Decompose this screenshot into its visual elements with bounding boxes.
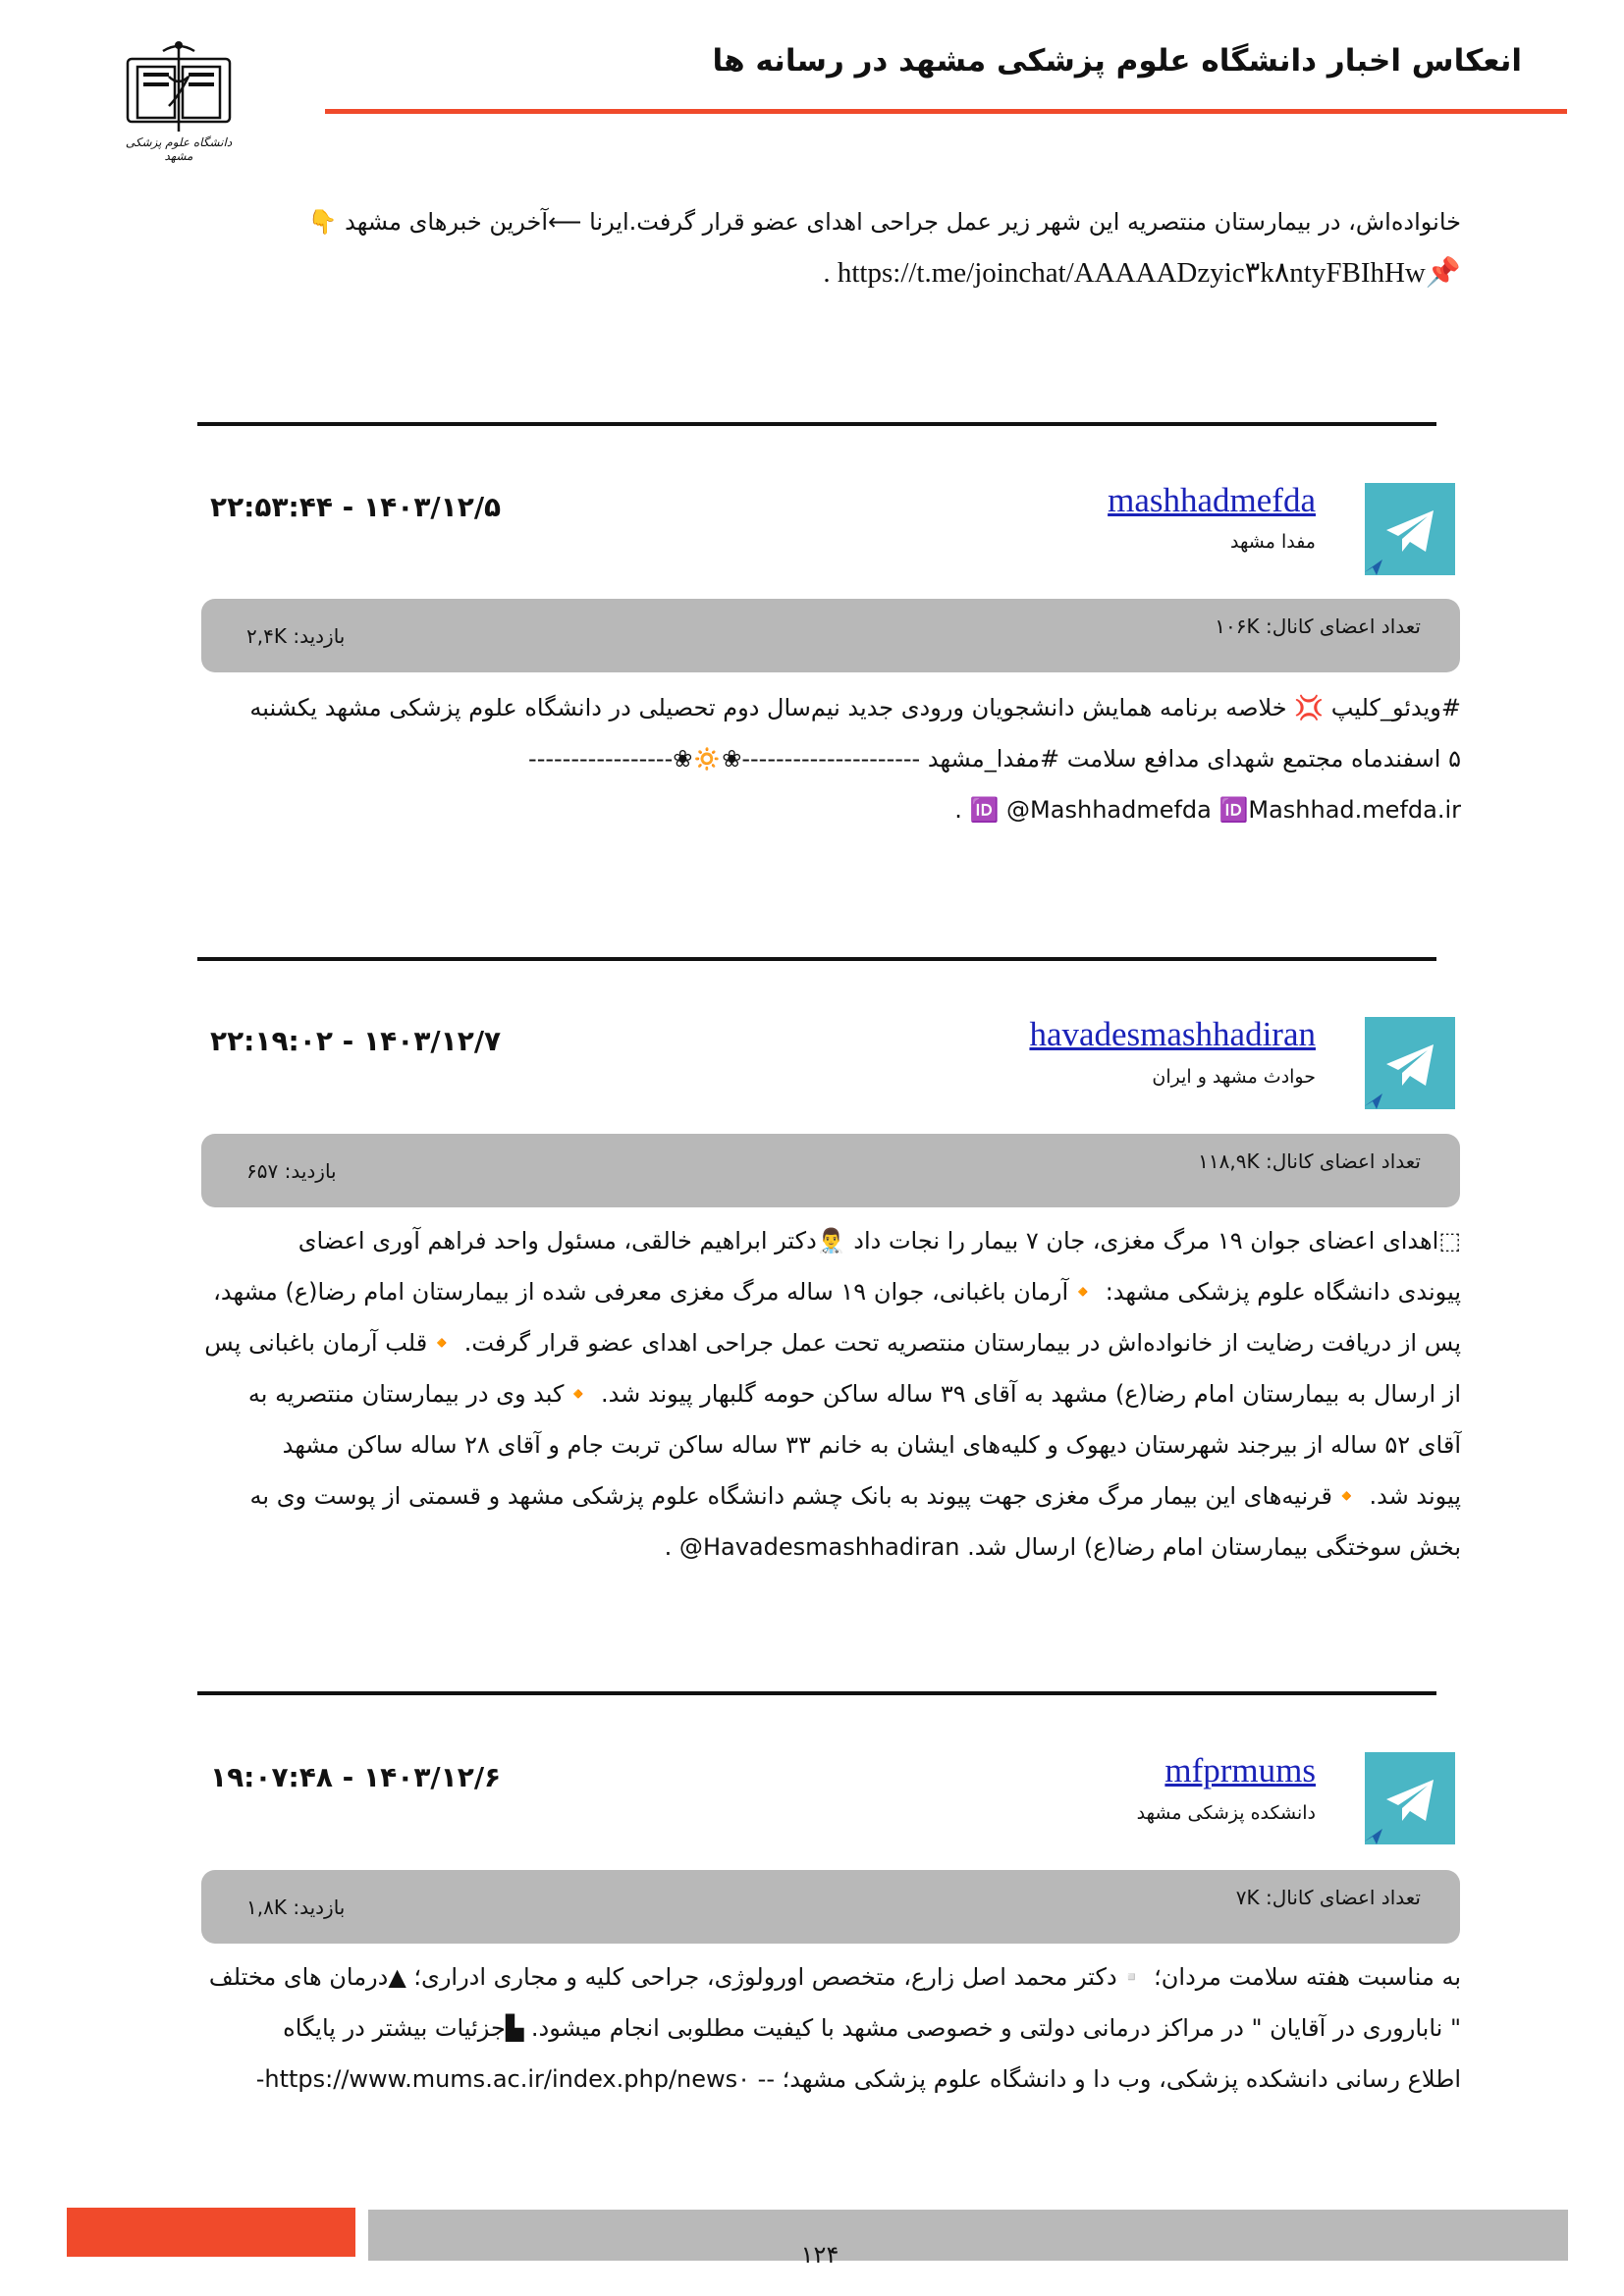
footer-accent-bar <box>67 2208 355 2257</box>
view-count: بازدید: ۶۵۷ <box>246 1159 337 1183</box>
intro-line: خانواده‌اش، در بیمارستان منتصریه این شهر زیر عمل جراحی اهدای عضو قرار گرفت.ایرنا ⟵آخرین خبرهای مشهد 👇 <box>307 208 1461 236</box>
post-line: #ویدئو_کلیپ 💢 خلاصه برنامه همایش دانشجویان ورودی جدید نیم‌سال دوم تحصیلی در دانشگاه علوم پزشکی مشهد یکشنبه <box>249 694 1461 721</box>
logo-caption: دانشگاه علوم پزشکی مشهد <box>125 135 233 163</box>
view-count: بازدید: ۲,۴K <box>246 624 346 648</box>
post-line: آقای ۵۲ ساله از بیرجند شهرستان دیهوک و کلیه‌های ایشان به خانم ۳۳ ساله ساکن تربت جام و آقای ۲۸ ساله ساکن مشهد <box>282 1431 1461 1459</box>
telegram-icon <box>1365 483 1455 575</box>
stats-bar <box>201 599 1460 672</box>
post-line: پس از دریافت رضایت از خانواده‌اش در بیمارستان منتصریه تحت عمل جراحی اهدای عضو قرار گرفت. 🔸قلب آرمان باغبانی پس <box>204 1329 1461 1357</box>
member-count: تعداد اعضای کانال: ۷K <box>1235 1886 1421 1909</box>
post-line: به مناسبت هفته سلامت مردان؛ ▫️دکتر محمد اصل زارع، متخصص اورولوژی، جراحی کلیه و مجاری ادراری؛ ▲درمان های مختلف <box>208 1963 1461 1991</box>
member-count: تعداد اعضای کانال: ۱۰۶K <box>1215 614 1421 638</box>
member-count: تعداد اعضای کانال: ۱۱۸,۹K <box>1198 1149 1421 1173</box>
post-line: بخش سوختگی بیمارستان امام رضا(ع) ارسال شد. Havadesmashhadiran@ . <box>664 1533 1461 1561</box>
section-divider <box>197 422 1436 426</box>
channel-subtitle: حوادث مشهد و ایران <box>1152 1066 1316 1088</box>
section-divider <box>197 1691 1436 1695</box>
post-line: ۵ اسفندماه مجتمع شهدای مدافع سلامت #مفدا_مشهد ---------------------❀🔅❀----------------- <box>528 745 1461 773</box>
intro-paragraph <box>199 196 1461 298</box>
post-body <box>199 1215 1461 1573</box>
post-line: از ارسال به بیمارستان امام رضا(ع) مشهد به آقای ۳۹ ساله ساکن حومه گلبهار پیوند شد. 🔸کبد وی در بیمارستان منتصریه به <box>247 1380 1461 1408</box>
telegram-icon <box>1365 1752 1455 1844</box>
section-divider <box>197 957 1436 961</box>
page-number: ۱۲۴ <box>800 2241 839 2269</box>
post-date: ۱۹:۰۷:۴۸ - ۱۴۰۳/۱۲/۶ <box>210 1761 502 1793</box>
post-body <box>199 1951 1461 2105</box>
post-line: ⬚اهدای اعضای جوان ۱۹ مرگ مغزی، جان ۷ بیمار را نجات داد 👨‍⚕️دکتر ابراهیم خالقی، مسئول واحد فراهم آوری اعضای <box>298 1227 1461 1255</box>
footer-bar <box>368 2210 1568 2261</box>
stats-bar <box>201 1870 1460 1944</box>
post-line: اطلاع رسانی دانشکده پزشکی، وب دا و دانشگاه علوم پزشکی مشهد؛ -- https://www.mums.ac.ir/index.php/news۰- <box>255 2065 1461 2093</box>
telegram-icon <box>1365 1017 1455 1109</box>
channel-link[interactable]: mfprmums <box>1164 1751 1316 1789</box>
channel-subtitle: دانشکده پزشکی مشهد <box>1136 1802 1316 1824</box>
channel-link[interactable]: havadesmashhadiran <box>1029 1015 1316 1053</box>
channel-subtitle: مفدا مشهد <box>1230 531 1316 553</box>
stats-bar <box>201 1134 1460 1207</box>
post-body <box>199 682 1461 835</box>
post-line: پیوندی دانشگاه علوم پزشکی مشهد: 🔸آرمان باغبانی، جوان ۱۹ ساله مرگ مغزی معرفی شده از بیمارستان امام رضا(ع) مشهد، <box>213 1278 1461 1306</box>
view-count: بازدید: ۱,۸K <box>246 1896 346 1919</box>
post-date: ۲۲:۱۹:۰۲ - ۱۴۰۳/۱۲/۷ <box>210 1025 502 1057</box>
intro-link-line[interactable]: 📌https://t.me/joinchat/AAAAADzyic۳k۸ntyFBIhHw . <box>823 257 1461 289</box>
university-logo <box>114 37 244 167</box>
header-divider <box>325 109 1567 114</box>
post-line: " ناباروری در آقایان " در مراکز درمانی دولتی و خصوصی مشهد با کیفیت مطلوبی انجام میشود. ▙جزئیات بیشتر در پایگاه <box>283 2014 1461 2042</box>
channel-link[interactable]: mashhadmefda <box>1108 481 1316 519</box>
page-title: انعکاس اخبار دانشگاه علوم پزشکی مشهد در رسانه ها <box>712 43 1522 79</box>
post-line: پیوند شد. 🔸قرنیه‌های این بیمار مرگ مغزی جهت پیوند به بانک چشم دانشگاه علوم پزشکی مشهد و قسمتی از پوست وی به <box>249 1482 1461 1510</box>
post-line: 🆔 @Mashhadmefda 🆔Mashhad.mefda.ir . <box>954 796 1461 824</box>
post-date: ۲۲:۵۳:۴۴ - ۱۴۰۳/۱۲/۵ <box>210 491 502 523</box>
